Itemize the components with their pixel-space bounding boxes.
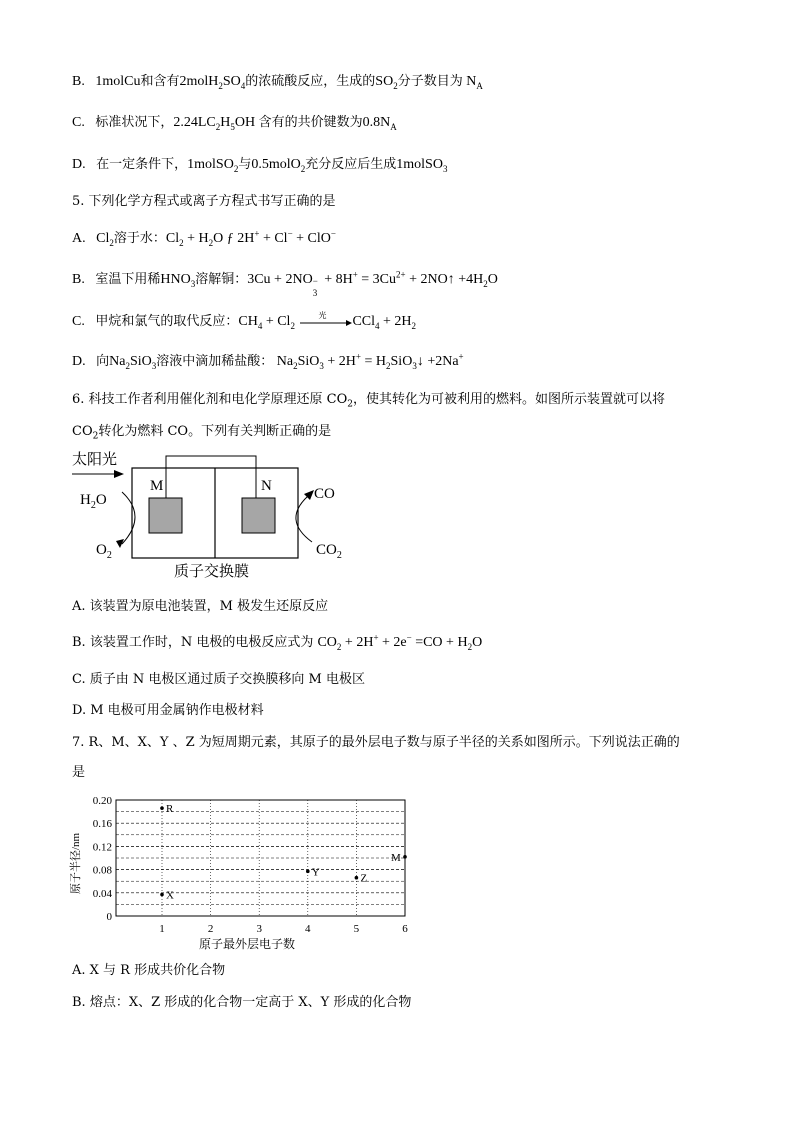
electrode-n-label: N — [261, 478, 272, 494]
q4-option-b: B. 1molCu和含有$2molH_2SO_4$的浓硫酸反应，生成的$SO_2$分子数目为 $N_A$ — [72, 73, 483, 91]
data-label-z: Z — [360, 872, 368, 885]
x-tick-label: 3 — [256, 923, 262, 935]
data-points — [160, 803, 407, 901]
data-point-x — [160, 893, 164, 897]
q6-option-b: B. 该装置工作时，N 电极的电极反应式为 $CO_2 + 2H^+ + 2e^- =CO + H_2O$ — [72, 632, 483, 652]
y-axis-label: 原子半径/nm — [70, 832, 82, 894]
data-point-r — [160, 806, 164, 810]
y-tick-label: 0.04 — [92, 887, 112, 900]
sunlight-arrowhead — [114, 470, 124, 478]
q4-option-d: D. 在一定条件下，1molSO$_2$与0.5molO$_2$充分反应后生成1molSO$_3$ — [72, 156, 448, 174]
data-label-m: M — [391, 851, 401, 864]
y-tick-labels — [93, 795, 113, 923]
x-tick-labels — [159, 923, 408, 935]
membrane-caption: 质子交换膜 — [174, 564, 250, 580]
q7-stem-line1: 7. R、M、X、Y 、Z 为短周期元素，其原子的最外层电子数与原子半径的关系如图所示。下列说法正确的 — [72, 735, 680, 750]
q5-option-c: C. 甲烷和氯气的取代反应：$CH_4 + Cl_2$ 光 $CCl_4 + 2H_2$ — [72, 310, 417, 331]
h2o-label: $H_2O$ — [80, 492, 107, 511]
y-tick-label: 0.20 — [92, 795, 112, 807]
q6-option-c: C. 质子由 N 电极区通过质子交换膜移向 M 电极区 — [72, 672, 365, 687]
left-curve-arrow — [122, 492, 135, 544]
data-label-r: R — [166, 803, 174, 816]
electrode-m — [149, 498, 182, 533]
x-axis-label: 原子最外层电子数 — [199, 937, 296, 951]
y-tick-label: 0.16 — [92, 818, 112, 831]
external-wire — [166, 456, 256, 498]
q7-option-b: B. 熔点：X、Z 形成的化合物一定高于 X、Y 形成的化合物 — [72, 995, 412, 1010]
x-tick-label: 5 — [353, 923, 360, 935]
electrode-n — [242, 498, 275, 533]
x-tick-label: 6 — [402, 923, 408, 935]
co2-label: $CO_2$ — [316, 542, 342, 561]
data-label-x: X — [166, 889, 174, 902]
x-tick-label: 1 — [159, 923, 165, 935]
data-point-m — [403, 855, 407, 859]
data-point-z — [355, 876, 359, 880]
q6-option-a: A. 该装置为原电池装置，M 极发生还原反应 — [72, 599, 329, 614]
q6-stem-line1: 6. 科技工作者利用催化剂和电化学原理还原 $CO_2$，使其转化为可被利用的燃料。如图所示装置就可以将 — [72, 392, 666, 410]
electrolysis-cell-figure — [68, 448, 368, 584]
q7-stem-line2: 是 — [72, 765, 86, 780]
chart-grid — [116, 800, 405, 916]
q4-option-c: C. 标准状况下，$2.24LC_2H_5OH$ 含有的共价键数为$0.8N_A$ — [72, 114, 397, 132]
q5-option-b: B. 室温下用稀$HNO_3$溶解铜：3Cu + 2NO − 3 + $8H^+ = 3Cu^{2+}$ + 2NO↑ $+4H_2O$ — [72, 269, 498, 298]
q7-option-a: A. X 与 R 形成共价化合物 — [72, 963, 226, 978]
x-tick-label: 2 — [207, 923, 214, 935]
light-arrow: 光 — [298, 315, 352, 329]
q6-stem-line2: $CO_2$转化为燃料 CO。下列有关判断正确的是 — [72, 424, 332, 442]
q5-stem: 5. 下列化学方程式或离子方程式书写正确的是 — [72, 194, 336, 209]
x-tick-label: 4 — [305, 923, 311, 935]
y-tick-label: 0.12 — [92, 841, 112, 854]
data-point-y — [306, 870, 310, 874]
q6-option-d: D. M 电极可用金属钠作电极材料 — [72, 703, 264, 718]
data-label-y: Y — [311, 866, 320, 879]
q5-option-a: A. $Cl_2$溶于水：$Cl_2 + H_2O$ ƒ 2H+ + Cl− + ClO− — [72, 228, 336, 248]
electrode-m-label: M — [150, 478, 164, 494]
q5-option-d: D. 向$Na_2SiO_3$溶液中滴加稀盐酸： $Na_2SiO_3 + 2H^+$ = $H_2SiO_3↓ +2Na^+$ — [72, 351, 464, 371]
y-tick-label: 0 — [106, 911, 112, 923]
y-tick-label: 0.08 — [92, 864, 112, 877]
o2-label: $O_2$ — [96, 542, 112, 561]
sunlight-label: 太阳光 — [72, 452, 118, 468]
co-label: CO — [314, 486, 335, 502]
radius-scatter-chart — [66, 786, 416, 958]
